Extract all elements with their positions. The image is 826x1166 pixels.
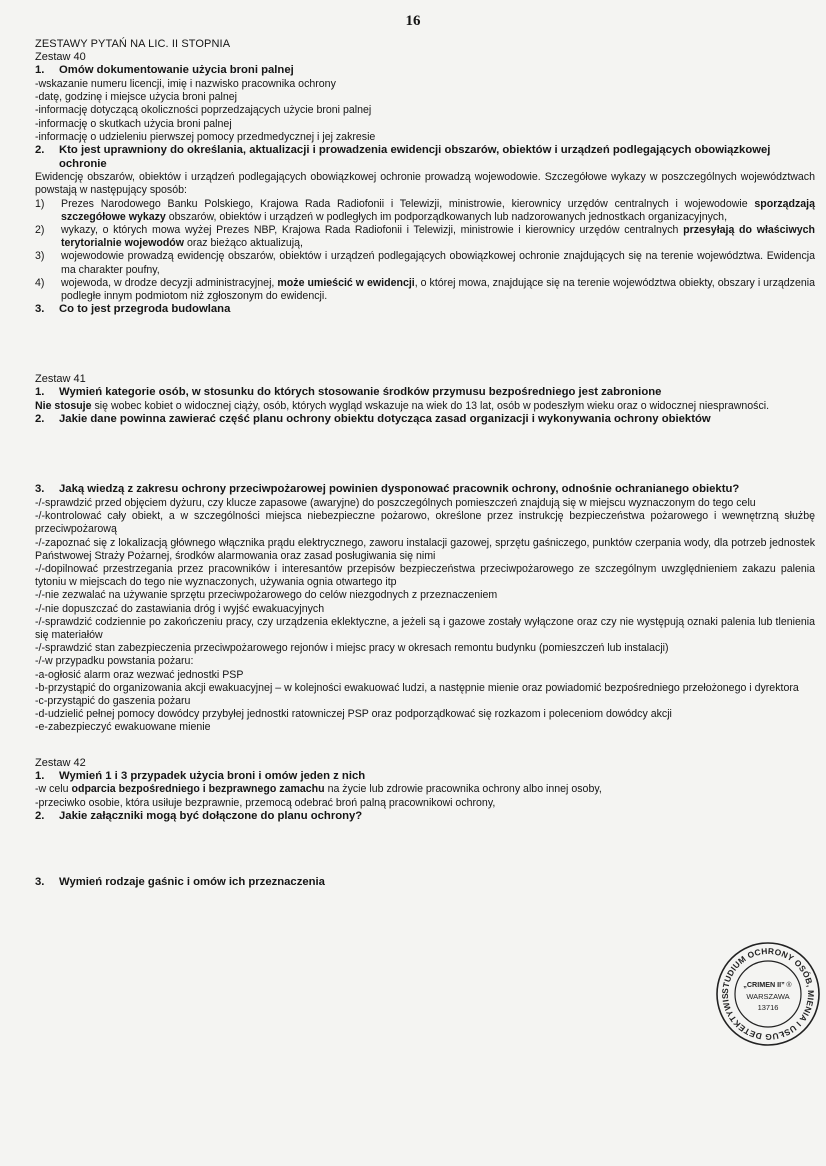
question-number: 1. [35,64,45,77]
question-number: 1. [35,769,45,782]
question-number: 3. [35,303,45,316]
document-title: ZESTAWY PYTAŃ NA LIC. II STOPNIA [35,38,231,50]
set-41-question-3 [35,483,815,497]
numbered-item [35,224,815,250]
answer-line: -c-przystąpić do gaszenia pożaru [35,695,191,708]
answer-line: -w celu odparcia bezpośredniego i bezprawnego zamachu na życie lub zdrowie pracownika ochrony albo innej osoby, [35,783,602,796]
answer-line: -informację o skutkach użycia broni palnej [35,117,232,130]
answer-paragraph: Nie stosuje się wobec kobiet o widocznej ciąży, osób, których wygląd wskazuje na wiek do 13 lat, osób w podeszłym wieku oraz o widocznej niesprawności. [35,399,770,412]
question-text: Wymień kategorie osób, w stosunku do których stosowanie środków przymusu bezpośredniego jest zabronione [59,386,662,399]
question-number: 2. [35,809,45,822]
answer-line: -wskazanie numeru licencji, imię i nazwisko pracownika ochrony [35,78,336,90]
answer-line: -informację o udzieleniu pierwszej pomocy przedmedycznej i jej zakresie [35,130,376,143]
set-42-question-1 [35,770,815,784]
set-41-question-1 [35,386,815,400]
set-42-label: Zestaw 42 [35,756,86,769]
question-text: Jaką wiedzą z zakresu ochrony przeciwpożarowej powinien dysponować pracownik ochrony, odnośnie ochranianego obiektu? [59,483,740,496]
set-42-question-3 [35,876,815,890]
spacer [35,735,815,757]
stamp-registered-mark: ® [786,982,792,989]
question-text: Jakie dane powinna zawierać część planu ochrony obiektu dotycząca zasad organizacji i wykonywania ochrony obiektów [59,412,711,425]
answer-line: -/-sprawdzić codziennie po zakończeniu pracy, czy urządzenia eklektyczne, a jeżeli są i gazowe zostały wyłączone oraz czy nie występują oznaki palenia lub tlenienia się materiałów [35,615,815,642]
stamp-name: „CRIMEN II” [743,980,785,989]
question-number: 3. [35,876,45,889]
item-number: 2) [35,224,45,237]
question-text: Co to jest przegroda budowlana [59,303,231,316]
item-number: 4) [35,276,45,289]
set-41-label: Zestaw 41 [35,372,86,385]
answer-line: -/-nie dopuszczać do zastawiania dróg i wyjść ewakuacyjnych [35,602,325,615]
stamp-city: WARSZAWA [746,992,790,1001]
document-body [35,38,815,890]
official-stamp [714,940,822,1048]
answer-line: -informację dotyczącą okoliczności poprzedzających użycie broni palnej [35,104,372,117]
item-text: wojewodowie prowadzą ewidencję obszarów, obiektów i urządzeń podlegających obowiązkowej ochronie znajdujących się na terenie województwa. Ewidencja ma charakter poufny, [61,250,815,276]
page-number: 16 [405,13,421,29]
set-41-question-2 [35,413,815,427]
set-42-question-2 [35,810,815,824]
item-text: wojewoda, w drodze decyzji administracyjnej, może umieścić w ewidencji, o której mowa, znajdujące się na terenie województwa obiekty, obszary i urządzenia podległe innym podmiotom niż zgłoszonym do ewidencji. [61,276,815,303]
question-text: Jakie załączniki mogą być dołączone do planu ochrony? [59,809,363,822]
set-40-question-1 [35,64,815,78]
spacer [35,823,815,876]
question-text: Wymień 1 i 3 przypadek użycia broni i omów jeden z nich [59,769,366,782]
question-text: Wymień rodzaje gaśnic i omów ich przeznaczenia [59,876,325,889]
numbered-item [35,198,815,224]
item-number: 3) [35,250,45,263]
answer-line: -d-udzielić pełnej pomocy dowódcy przybyłej jednostki ratowniczej PSP oraz podporządkować się rozkazom i poleceniom dowódcy akcji [35,708,672,721]
answer-line: -/-dopilnować przestrzegania przez pracowników i interesantów przepisów bezpieczeństwa przeciwpożarowego ze szczególnym uwzględnieniem zakazu palenia tytoniu w miejscach do tego nie wyznaczonych, używania ognia otwartego itp [35,563,815,589]
answer-paragraph: Ewidencję obszarów, obiektów i urządzeń podlegających obowiązkowej ochronie prowadzą wojewodowie. Szczegółowe wykazy w poszczególnych województwach powstają w następujący sposób: [35,171,815,197]
set-40-question-2 [35,144,815,171]
answer-line: -e-zabezpieczyć ewakuowane mienie [35,721,211,734]
numbered-item [35,277,815,303]
answer-line: -/-kontrolować cały obiekt, a w szczególności miejsca niebezpieczne pożarowo, określone przez instrukcję bezpieczeństwa pożarowego i wewnętrzną służbę przeciwpożarową [35,510,815,536]
answer-line: -datę, godzinę i miejsce użycia broni palnej [35,91,237,104]
answer-line: -/-nie zezwalać na używanie sprzętu przeciwpożarowego do celów niezgodnych z przeznaczeniem [35,589,498,602]
answer-line: -przeciwko osobie, która usiłuje bezprawnie, przemocą odebrać broń palną pracownikowi ochrony, [35,796,496,809]
spacer [35,426,815,483]
answer-line: -a-ogłosić alarm oraz wezwać jednostki PSP [35,668,244,681]
set-40-question-3 [35,303,815,317]
question-text: Kto jest uprawniony do określania, aktualizacji i prowadzenia ewidencji obszarów, obiektów i urządzeń podlegających obowiązkowej ochronie [59,144,771,170]
item-number: 1) [35,197,45,210]
answer-line: -b-przystąpić do organizowania akcji ewakuacyjnej – w kolejności ewakuować ludzi, a następnie mienie oraz powiadomić bezpośredniego przełożonego i dyrektora [35,681,799,694]
stamp-ring-text: STUDIUM OCHRONY OSÓB, MIENIA I USŁUG DETEKTYWIS [719,945,817,1043]
stamp-number: 13716 [757,1003,779,1012]
stamp-seal-icon [714,940,822,1048]
question-number: 3. [35,483,45,496]
answer-line: -/-w przypadku powstania pożaru: [35,655,194,668]
question-number: 1. [35,386,45,399]
item-text: wykazy, o których mowa wyżej Prezes NBP, Krajowa Rada Radiofonii i Telewizji, ministrowie i kierownicy urzędów centralnych przesyłają do właściwych terytorialnie wojewodów oraz bieżąco aktualizują, [61,224,815,250]
answer-line: -/-sprawdzić przed objęciem dyżuru, czy klucze zapasowe (awaryjne) do poszczególnych pomieszczeń znajdują się w miejscu wyznaczonym do tego celu [35,497,756,510]
spacer [35,317,815,373]
answer-line: -/-zapoznać się z lokalizacją głównego włącznika prądu elektrycznego, zaworu instalacji gazowej, sprzętu gaśniczego, punktów czerpania wody, dla potrzeb jednostek Państwowej Straży Pożarnej, środków alarmowania oraz zasad posługiwania się nimi [35,536,815,562]
answer-line: -/-sprawdzić stan zabezpieczenia przeciwpożarowego rejonów i miejsc pracy w okresach remontu budynku (pomieszczeń lub instalacji) [35,642,669,655]
set-40-label: Zestaw 40 [35,51,86,64]
item-text: Prezes Narodowego Banku Polskiego, Krajowa Rada Radiofonii i Telewizji, ministrowie, kierownicy urzędów centralnych i wojewodowie sporządzają szczegółowe wykazy obszarów, obiektów i urządzeń w podległych im podporządkowanych lub nadzorowanych jednostkach organizacyjnych, [61,197,815,223]
question-number: 2. [35,412,45,425]
question-text: Omów dokumentowanie użycia broni palnej [59,64,294,77]
question-number: 2. [35,144,45,157]
numbered-item [35,250,815,276]
